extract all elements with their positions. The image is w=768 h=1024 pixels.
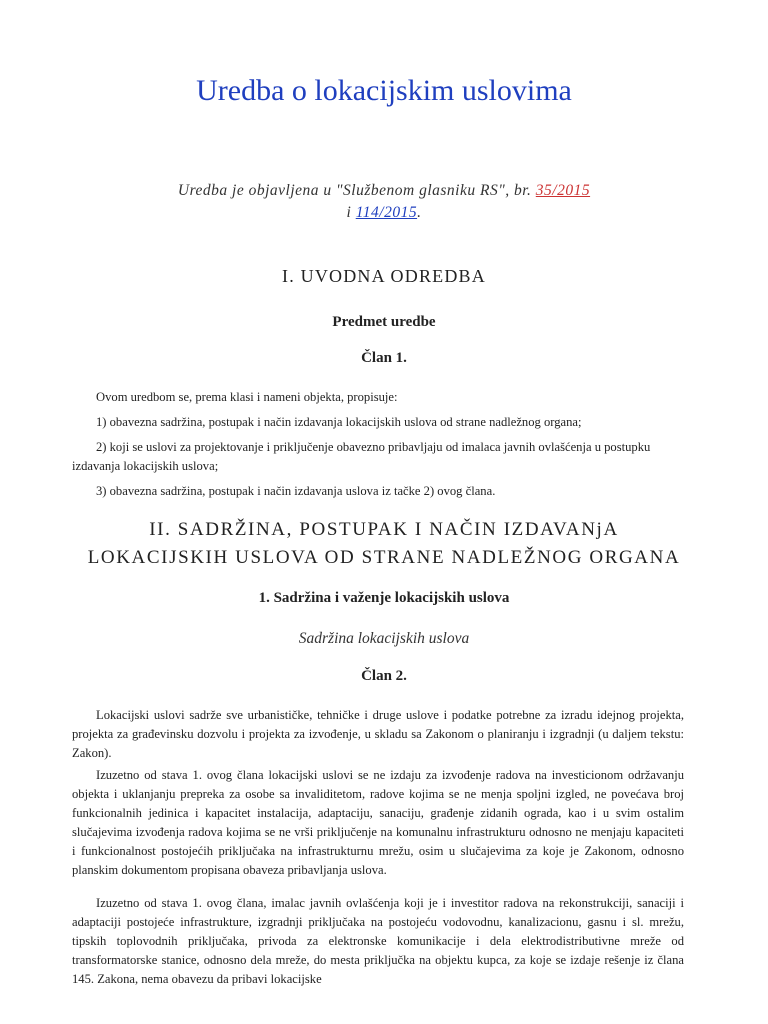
article-2-paragraph-3: Izuzetno od stava 1. ovog člana, imalac javnih ovlašćenja koji je i investitor radova na rekonstrukciji, sanaciji i adaptaciji postojeće infrastrukture, izgradnji priključaka na postojeću vodovodnu, kanalizacionu, gasnu i sl. mrežu, tipskih toplovodnih priključaka, privoda za elektronske komunikacije i dela elektrodistributivne mreže od transformatorske stanice, odnosno dela mreže, do mesta priključka na objektu kupca, za koje se izdaje rešenje iz člana 145. Zakona, nema obavezu da pribavi lokacijske (72, 896, 684, 986)
section-subheading: Predmet uredbe (332, 314, 436, 330)
article-2-paragraph-1: Lokacijski uslovi sadrže sve urbanističke, tehničke i druge uslove i podatke potrebne za izradu idejnog projekta, projekta za građevinsku dozvolu i projekta za izvođenje, u skladu sa Zakonom o planiranju i izgradnji (u daljem tekstu: Zakon). (72, 708, 684, 760)
publication-suffix: . (417, 204, 422, 221)
part-heading-1: I. UVODNA ODREDBA (282, 266, 486, 286)
article-2-paragraph-2: Izuzetno od stava 1. ovog člana lokacijski uslovi se ne izdaju za izvođenje radova na investicionom održavanju objekta i uklanjanju prepreka za osobe sa invaliditetom, radove kojima se ne menja spoljni izgled, ne povećava broj funkcionalnih jedinica i kapacitet instalacija, adaptaciju, sanaciju, građenje zidanih ograda, kao i u svim ostalim slučajevima izvođenja radova kojima se ne vrši priključenje na komunalnu infrastrukturu odnosno ne menjaju kapaciteti i funkcionalnost postojećih priključaka na infrastrukturnu mrežu, osim u slučajevima za koje je Zakonom, odnosno planskim dokumentom propisana obaveza pribavljanja uslova. (72, 768, 684, 877)
part-heading-2-line-1: II. SADRŽINA, POSTUPAK I NAČIN IZDAVANjA (149, 519, 619, 540)
article-heading-2: Član 2. (361, 668, 407, 684)
gazette-link-114-2015[interactable]: 114/2015 (355, 204, 418, 221)
article-1-item-3: 3) obavezna sadržina, postupak i način izdavanja uslova iz tačke 2) ovog člana. (96, 484, 496, 498)
gazette-link-35-2015[interactable]: 35/2015 (535, 182, 591, 199)
section-heading-1: 1. Sadržina i važenje lokacijskih uslova (258, 590, 510, 606)
italic-subheading: Sadržina lokacijskih uslova (298, 630, 470, 647)
publication-joiner: i (346, 204, 356, 221)
article-1-item-2: 2) koji se uslovi za projektovanje i priključenje obavezno pribavljaju od imalaca javnih ovlašćenja u postupku izdavanja lokacijskih uslova; (72, 440, 651, 473)
article-1-paragraph: Ovom uredbom se, prema klasi i nameni objekta, propisuje: (96, 390, 398, 404)
publication-prefix: Uredba je objavljena u "Službenom glasniku RS", br. (177, 182, 536, 199)
article-1-item-1: 1) obavezna sadržina, postupak i način izdavanja lokacijskih uslova od strane nadležnog organa; (96, 415, 582, 429)
part-heading-2-line-2: LOKACIJSKIH USLOVA OD STRANE NADLEŽNOG ORGANA (87, 547, 681, 568)
article-heading-1: Član 1. (361, 350, 407, 366)
publication-note (0, 180, 768, 224)
document-title: Uredba o lokacijskim uslovima (196, 74, 572, 107)
part-heading-2 (0, 516, 768, 572)
